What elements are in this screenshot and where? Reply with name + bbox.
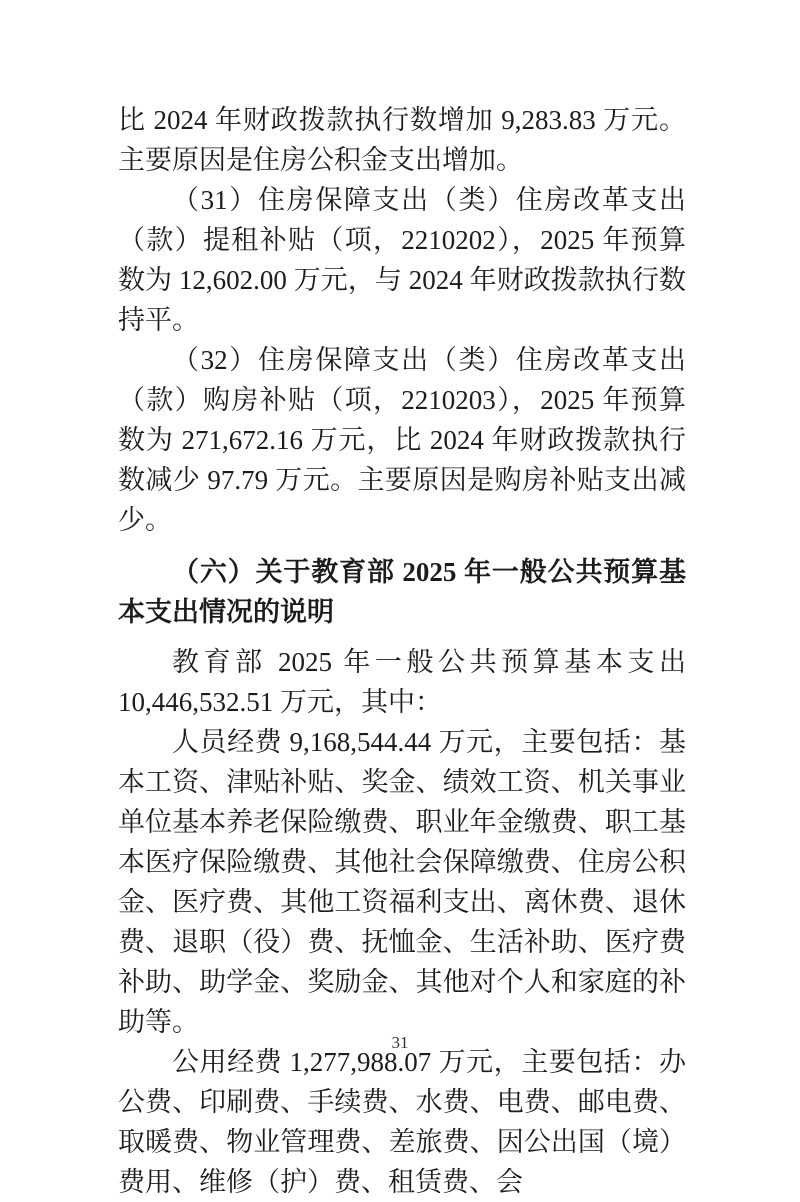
continuation-paragraph: 比 2024 年财政拨款执行数增加 9,283.83 万元。主要原因是住房公积金支出增加。 <box>118 105 686 175</box>
personnel-funds-paragraph: 人员经费 9,168,544.44 万元，主要包括：基本工资、津贴补贴、奖金、绩效工资、机关事业单位基本养老保险缴费、职业年金缴费、职工基本医疗保险缴费、其他社会保障缴费、住房公积金、医疗费、其他工资福利支出、离休费、退休费、退职（役）费、抚恤金、生活补助、医疗费补助、助学金、奖励金、其他对个人和家庭的补助等。 <box>118 727 686 1037</box>
item-32-paragraph: （32）住房保障支出（类）住房改革支出（款）购房补贴（项，2210203），2025 年预算数为 271,672.16 万元，比 2024 年财政拨款执行数减少 97.79 万元。主要原因是购房补贴支出减少。 <box>118 345 686 535</box>
public-funds-paragraph: 公用经费 1,277,988.07 万元，主要包括：办公费、印刷费、手续费、水费、电费、邮电费、取暖费、物业管理费、差旅费、因公出国（境）费用、维修（护）费、租赁费、会 <box>118 1047 686 1197</box>
item-31-paragraph: （31）住房保障支出（类）住房改革支出（款）提租补贴（项，2210202），2025 年预算数为 12,602.00 万元，与 2024 年财政拨款执行数持平。 <box>118 185 686 335</box>
page-number: 31 <box>391 1033 409 1052</box>
basic-expenditure-total-paragraph: 教育部 2025 年一般公共预算基本支出 10,446,532.51 万元，其中： <box>118 647 686 717</box>
section-six-heading: （六）关于教育部 2025 年一般公共预算基本支出情况的说明 <box>118 557 686 627</box>
